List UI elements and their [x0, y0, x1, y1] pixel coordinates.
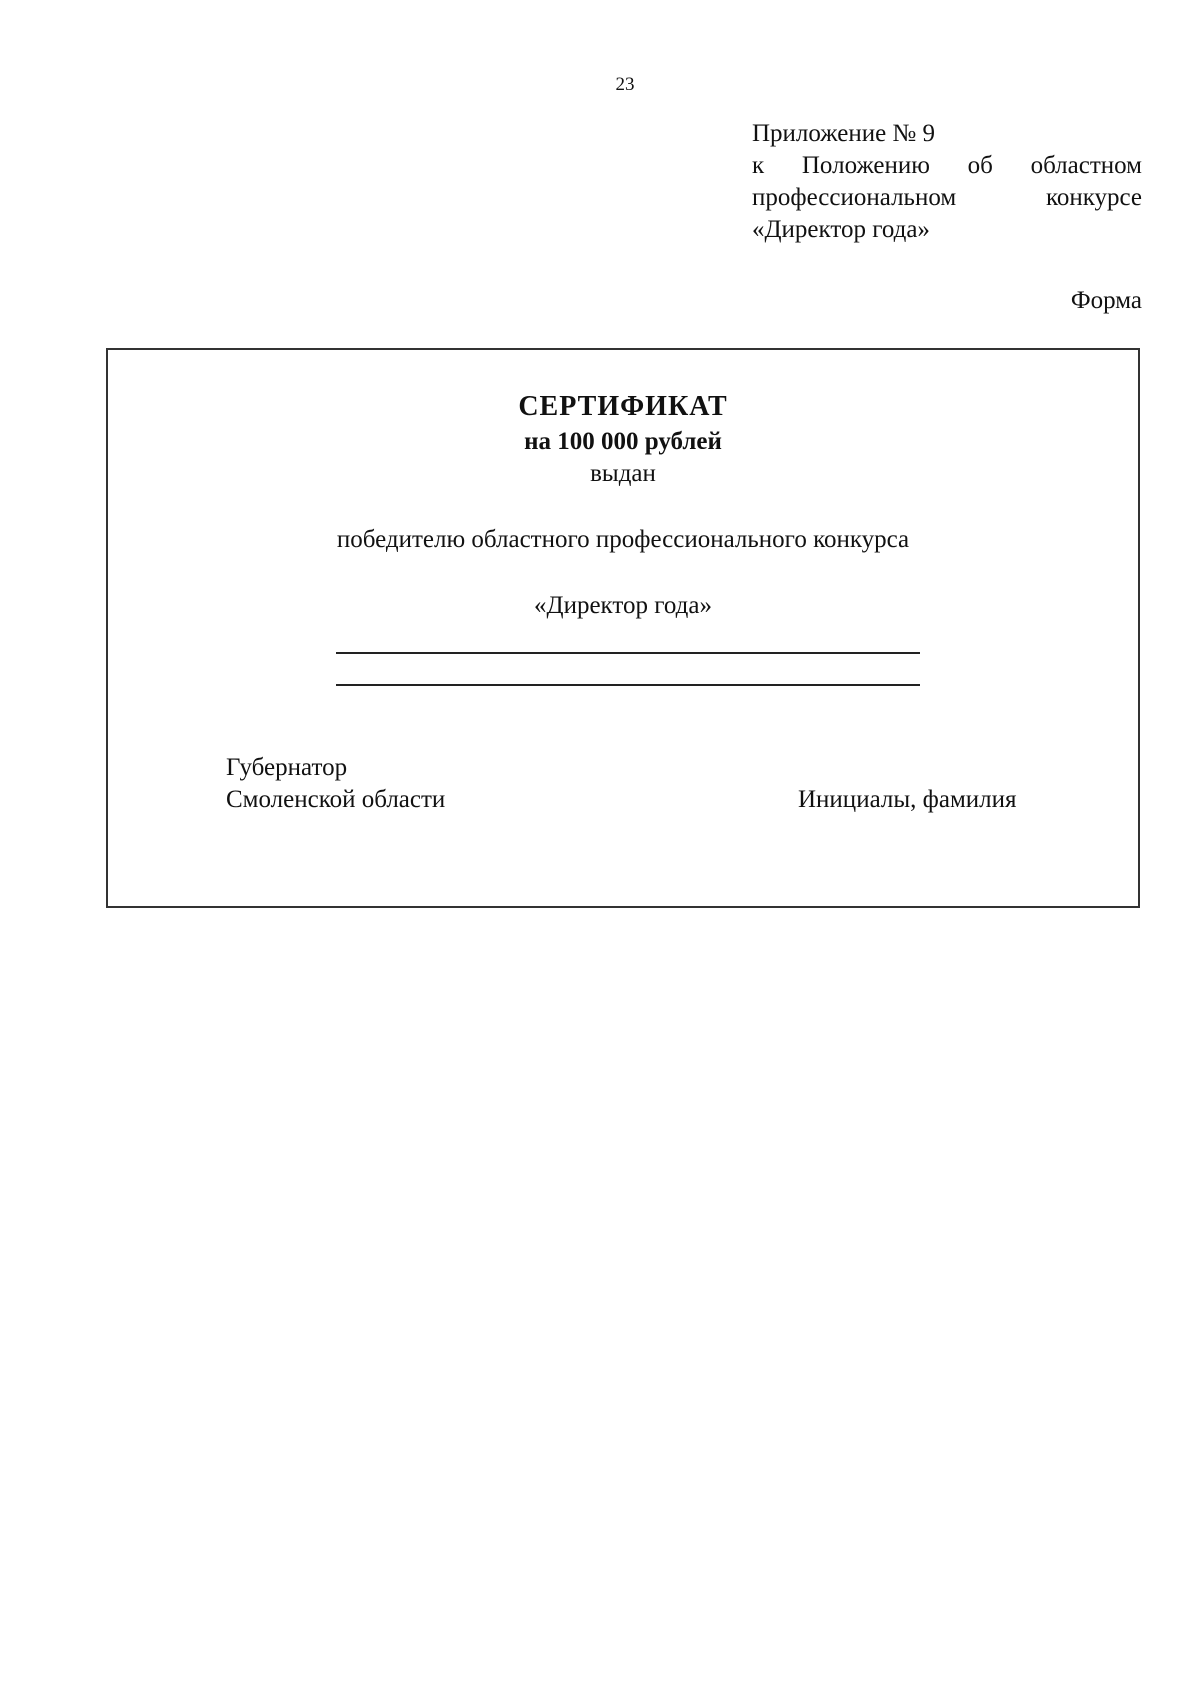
signatory-title-line-1: Губернатор	[226, 754, 348, 781]
form-label: Форма	[1070, 287, 1142, 314]
signatory-name: Инициалы, фамилия	[798, 786, 1017, 813]
appendix-reference-line-1: к Положению об областном	[752, 152, 1142, 179]
appendix-reference-line-3: «Директор года»	[752, 216, 930, 243]
signatory-title-line-2: Смоленской области	[226, 786, 446, 813]
appendix-reference-line-2: профессиональном конкурсе	[752, 184, 1142, 211]
certificate-contest-name: «Директор года»	[534, 592, 712, 619]
page-number: 23	[615, 74, 635, 95]
appendix-number: Приложение № 9	[752, 120, 936, 147]
signatory-title	[226, 752, 445, 816]
certificate-title: СЕРТИФИКАТ	[518, 391, 728, 422]
recipient-blank-line-1	[336, 652, 920, 654]
recipient-blank-line-2	[336, 684, 920, 686]
certificate-issued: выдан	[590, 460, 656, 487]
appendix-header	[752, 118, 1142, 246]
certificate-winner-text: победителю областного профессионального конкурса	[336, 526, 910, 553]
certificate-amount: на 100 000 рублей	[524, 428, 722, 455]
certificate-frame	[106, 348, 1140, 908]
